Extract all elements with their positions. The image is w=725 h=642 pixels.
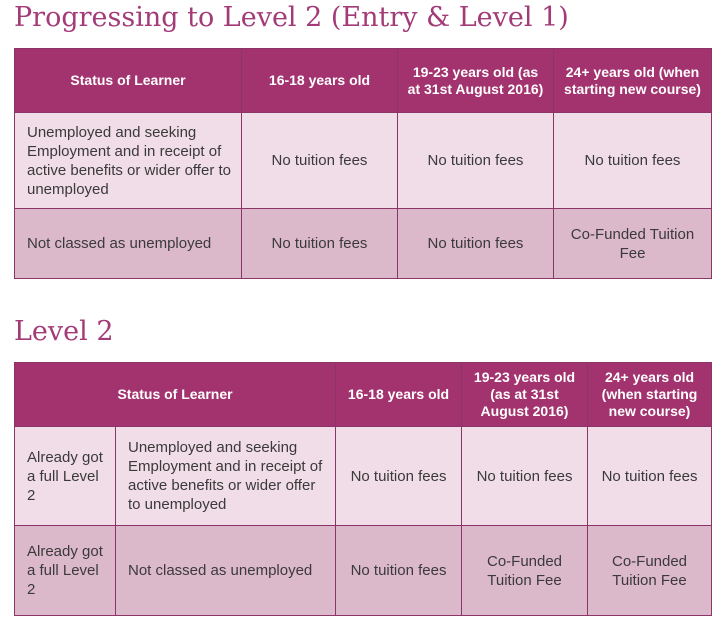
fees-table-progressing: [14, 48, 712, 279]
section1-title: Progressing to Level 2 (Entry & Level 1): [14, 2, 569, 33]
fee-cell: No tuition fees: [336, 427, 462, 526]
fee-cell: No tuition fees: [588, 427, 712, 526]
header-status: Status of Learner: [15, 363, 336, 427]
table-row: [15, 113, 712, 209]
fees-table-level2: [14, 362, 712, 616]
fee-cell: No tuition fees: [242, 209, 398, 279]
fee-cell: No tuition fees: [398, 209, 554, 279]
table-header-row: [15, 363, 712, 427]
header-status: Status of Learner: [15, 49, 242, 113]
status-cell: Not classed as unemployed: [116, 526, 336, 616]
table-header-row: [15, 49, 712, 113]
fee-cell: No tuition fees: [462, 427, 588, 526]
fee-cell: No tuition fees: [336, 526, 462, 616]
table-row: [15, 209, 712, 279]
status-cell: Unemployed and seeking Employment and in receipt of active benefits or wider offer to unemployed: [15, 113, 242, 209]
header-24-plus: 24+ years old (when starting new course): [588, 363, 712, 427]
status-cell: Not classed as unemployed: [15, 209, 242, 279]
fee-cell: Co-Funded Tuition Fee: [588, 526, 712, 616]
table-row: [15, 427, 712, 526]
fee-cell: No tuition fees: [554, 113, 712, 209]
header-19-23: 19-23 years old (as at 31st August 2016): [398, 49, 554, 113]
fee-cell: No tuition fees: [398, 113, 554, 209]
header-19-23: 19-23 years old (as at 31st August 2016): [462, 363, 588, 427]
section2-title: Level 2: [14, 316, 114, 347]
header-16-18: 16-18 years old: [336, 363, 462, 427]
group-cell: Already got a full Level 2: [15, 526, 116, 616]
group-cell: Already got a full Level 2: [15, 427, 116, 526]
fee-cell: Co-Funded Tuition Fee: [554, 209, 712, 279]
header-24-plus: 24+ years old (when starting new course): [554, 49, 712, 113]
header-16-18: 16-18 years old: [242, 49, 398, 113]
table-row: [15, 526, 712, 616]
status-cell: Unemployed and seeking Employment and in receipt of active benefits or wider offer to unemployed: [116, 427, 336, 526]
fee-cell: Co-Funded Tuition Fee: [462, 526, 588, 616]
fee-cell: No tuition fees: [242, 113, 398, 209]
